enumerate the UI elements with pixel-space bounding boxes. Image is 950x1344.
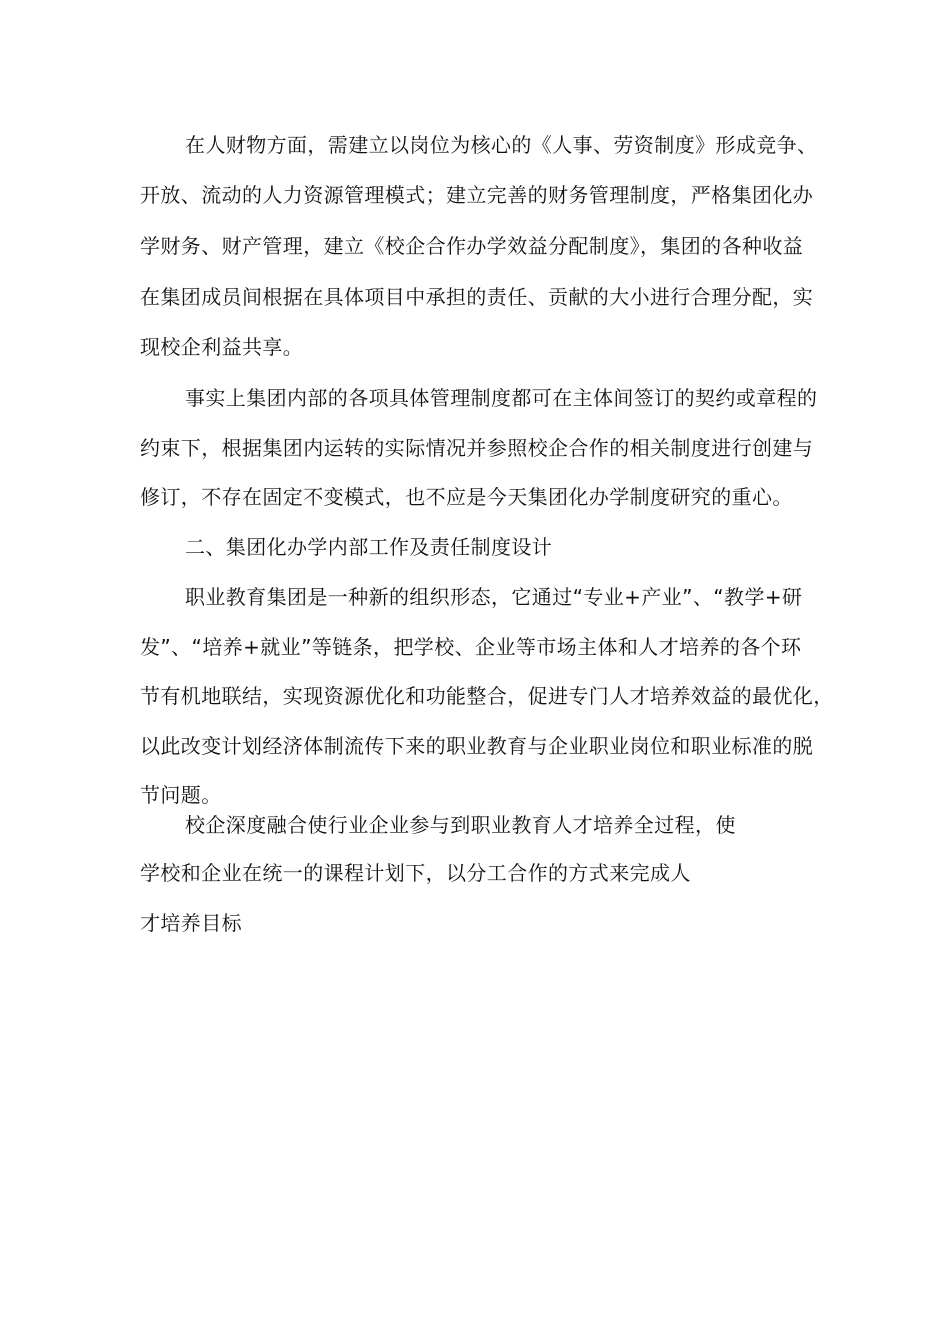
paragraph-1-line-2: 开放、流动的人力资源管理模式；建立完善的财务管理制度，严格集团化办: [140, 183, 814, 207]
paragraph-1-line-3: 学财务、财产管理，建立《校企合作办学效益分配制度》，集团的各种收益: [140, 234, 804, 258]
paragraph-4-line-2: 学校和企业在统一的课程计划下，以分工合作的方式来完成人: [140, 861, 691, 885]
paragraph-2-line-2: 约束下，根据集团内运转的实际情况并参照校企合作的相关制度进行创建与: [140, 436, 814, 460]
paragraph-3-line-1: 职业教育集团是一种新的组织形态，它通过“专业+产业”、“教学+研: [185, 585, 803, 609]
section-heading: 二、集团化办学内部工作及责任制度设计: [185, 535, 553, 559]
paragraph-2-line-1: 事实上集团内部的各项具体管理制度都可在主体间签订的契约或章程的: [185, 386, 818, 410]
paragraph-1-line-1: 在人财物方面，需建立以岗位为核心的《人事、劳资制度》形成竞争、: [185, 133, 818, 157]
paragraph-3-line-3: 节有机地联结，实现资源优化和功能整合，促进专门人才培养效益的最优化，: [140, 684, 834, 708]
paragraph-1-line-5: 现校企利益共享。: [140, 335, 304, 359]
paragraph-2-line-3: 修订，不存在固定不变模式，也不应是今天集团化办学制度研究的重心。: [140, 485, 793, 509]
paragraph-3-line-2: 发”、“培养+就业”等链条，把学校、企业等市场主体和人才培养的各个环: [140, 635, 802, 659]
paragraph-3-line-4: 以此改变计划经济体制流传下来的职业教育与企业职业岗位和职业标准的脱: [140, 734, 814, 758]
paragraph-1-line-4: 在集团成员间根据在具体项目中承担的责任、贡献的大小进行合理分配，实: [140, 285, 814, 309]
paragraph-3-line-5: 节问题。: [140, 783, 222, 807]
paragraph-4-line-1: 校企深度融合使行业企业参与到职业教育人才培养全过程，使: [185, 813, 736, 837]
paragraph-4-line-3: 才培养目标: [140, 911, 242, 935]
